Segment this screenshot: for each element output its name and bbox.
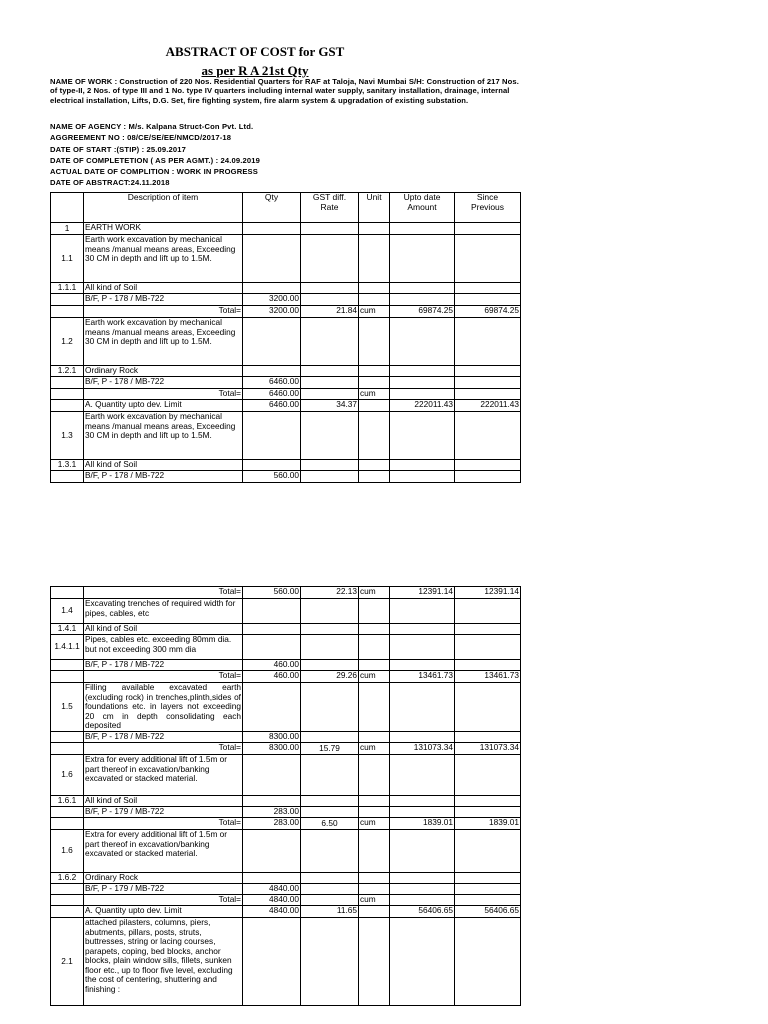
upto-date-amount-cell: 222011.43	[390, 400, 455, 412]
unit-cell: cum	[359, 587, 390, 599]
item-no-cell: 1.3.1	[51, 460, 84, 471]
header-gst-rate	[301, 193, 359, 223]
description-cell: Ordinary Rock	[84, 366, 243, 377]
table-row	[51, 389, 521, 400]
table-row	[51, 683, 521, 732]
gst-rate-cell	[301, 294, 359, 306]
gst-rate-cell	[301, 389, 359, 400]
qty-cell	[243, 755, 301, 796]
table-row	[51, 235, 521, 283]
gst-rate-cell	[301, 235, 359, 283]
description-cell: B/F, P - 178 / MB-722	[84, 471, 243, 483]
unit-cell: cum	[359, 389, 390, 400]
item-no-cell	[51, 294, 84, 306]
description-cell: Total=	[84, 671, 243, 683]
item-no-cell	[51, 732, 84, 743]
unit-cell	[359, 755, 390, 796]
table-row	[51, 306, 521, 318]
since-previous-cell	[455, 460, 521, 471]
unit-cell: cum	[359, 671, 390, 683]
upto-date-amount-cell: 131073.34	[390, 743, 455, 755]
description-cell: All kind of Soil	[84, 283, 243, 294]
unit-cell	[359, 830, 390, 873]
unit-cell: cum	[359, 306, 390, 318]
description-cell: Filling available excavated earth (excluding rock) in trenches,plinth,sides of foundations etc. in layers not exceeding 20 cm in depth consolidating each deposited	[85, 682, 241, 730]
upto-date-amount-cell	[390, 918, 455, 1006]
gst-rate-cell	[301, 732, 359, 743]
upto-date-amount-cell	[390, 873, 455, 884]
since-previous-cell: 222011.43	[455, 400, 521, 412]
item-no-cell	[51, 906, 84, 918]
upto-date-amount-cell	[390, 895, 455, 906]
item-no-cell	[51, 471, 84, 483]
upto-date-amount-cell	[390, 830, 455, 873]
start-date-line: DATE OF START :(STIP) : 25.09.2017	[50, 144, 187, 154]
description-cell: A. Quantity upto dev. Limit	[84, 400, 243, 412]
qty-cell	[243, 830, 301, 873]
upto-date-amount-cell	[390, 412, 455, 460]
table-row	[51, 460, 521, 471]
gst-rate-cell: 22.13	[301, 587, 359, 599]
item-no-cell: 1.6	[51, 755, 84, 796]
item-no-cell	[51, 587, 84, 599]
since-previous-cell	[455, 755, 521, 796]
table-row	[51, 294, 521, 306]
qty-cell: 460.00	[243, 671, 301, 683]
description-cell: Total=	[84, 895, 243, 906]
item-no-cell: 1.2	[51, 318, 84, 366]
unit-cell	[359, 624, 390, 635]
agency-line: NAME OF AGENCY : M/s. Kalpana Struct-Con Pvt. Ltd.	[50, 122, 254, 131]
unit-cell	[359, 294, 390, 306]
upto-date-amount-cell	[390, 884, 455, 895]
description-cell: All kind of Soil	[84, 460, 243, 471]
unit-cell	[359, 283, 390, 294]
qty-cell: 3200.00	[243, 306, 301, 318]
item-no-cell: 1.3	[51, 412, 84, 460]
item-no-cell	[51, 807, 84, 818]
upto-date-amount-cell	[390, 235, 455, 283]
since-previous-cell	[455, 884, 521, 895]
gst-rate-cell	[301, 918, 359, 1006]
table-row	[51, 412, 521, 460]
qty-cell: 560.00	[243, 471, 301, 483]
upto-date-amount-cell	[390, 683, 455, 732]
qty-cell: 283.00	[243, 818, 301, 830]
qty-cell	[243, 235, 301, 283]
qty-cell: 8300.00	[243, 743, 301, 755]
qty-cell	[243, 635, 301, 660]
description-cell: Excavating trenches of required width for pipes, cables, etc	[84, 599, 243, 624]
header-since-previous	[455, 193, 521, 223]
actual-completion-line: ACTUAL DATE OF COMPLITION : WORK IN PROGRESS	[50, 167, 258, 177]
item-no-cell: 1	[51, 223, 84, 235]
item-no-cell: 1.6	[51, 830, 84, 873]
item-no-cell	[51, 743, 84, 755]
header-gst-line2: Rate	[320, 201, 339, 212]
description-cell: B/F, P - 178 / MB-722	[84, 377, 243, 389]
contract-details	[50, 121, 260, 189]
since-previous-cell	[455, 366, 521, 377]
header-since-line1: Since	[476, 192, 499, 202]
qty-cell	[243, 318, 301, 366]
unit-cell	[359, 460, 390, 471]
since-previous-cell	[455, 624, 521, 635]
qty-cell	[243, 223, 301, 235]
gst-rate-cell: 21.84	[301, 306, 359, 318]
description-cell: Ordinary Rock	[84, 873, 243, 884]
header-since-line2: Previous	[470, 201, 505, 212]
unit-cell	[359, 223, 390, 235]
description-cell: B/F, P - 178 / MB-722	[84, 732, 243, 743]
gst-rate-cell	[301, 412, 359, 460]
qty-cell	[243, 796, 301, 807]
gst-rate-cell: 6.50	[301, 818, 359, 830]
description-cell: All kind of Soil	[84, 796, 243, 807]
header-upto-line2: Amount	[407, 201, 437, 212]
qty-cell: 8300.00	[243, 732, 301, 743]
table-row	[51, 400, 521, 412]
gst-rate-cell	[301, 471, 359, 483]
item-no-cell	[51, 895, 84, 906]
gst-rate-cell	[301, 873, 359, 884]
table-row	[51, 671, 521, 683]
since-previous-cell	[455, 796, 521, 807]
since-previous-cell	[455, 377, 521, 389]
table-row	[51, 599, 521, 624]
upto-date-amount-cell	[390, 318, 455, 366]
unit-cell: cum	[359, 895, 390, 906]
since-previous-cell: 12391.14	[455, 587, 521, 599]
item-no-cell: 1.4.1.1	[51, 635, 84, 660]
since-previous-cell	[455, 732, 521, 743]
gst-rate-cell	[301, 460, 359, 471]
item-no-cell: 1.4	[51, 599, 84, 624]
description-cell: B/F, P - 178 / MB-722	[84, 294, 243, 306]
abstract-table-page2	[50, 586, 521, 1006]
gst-rate-cell	[301, 635, 359, 660]
header-gst-line1: GST diff.	[312, 192, 347, 202]
table-row	[51, 377, 521, 389]
description-cell: Extra for every additional lift of 1.5m or part thereof in excavation/banking excavated or stacked material.	[84, 755, 243, 796]
unit-cell	[359, 884, 390, 895]
abstract-table-page1	[50, 192, 521, 483]
item-no-cell	[51, 377, 84, 389]
qty-cell	[243, 412, 301, 460]
gst-rate-cell	[301, 660, 359, 671]
agreement-line: AGGREEMENT NO : 08/CE/SE/EE/NMCD/2017-18	[50, 133, 232, 143]
header-qty: Qty	[243, 193, 301, 223]
qty-cell	[243, 599, 301, 624]
upto-date-amount-cell: 56406.65	[390, 906, 455, 918]
table-row	[51, 818, 521, 830]
since-previous-cell	[455, 412, 521, 460]
upto-date-amount-cell	[390, 223, 455, 235]
unit-cell	[359, 807, 390, 818]
qty-cell	[243, 683, 301, 732]
table-row	[51, 884, 521, 895]
gst-rate-cell	[301, 884, 359, 895]
table-row	[51, 223, 521, 235]
upto-date-amount-cell	[390, 599, 455, 624]
gst-rate-cell	[301, 796, 359, 807]
qty-cell: 4840.00	[243, 906, 301, 918]
since-previous-cell	[455, 895, 521, 906]
item-no-cell	[51, 400, 84, 412]
unit-cell	[359, 796, 390, 807]
header-upto-date	[390, 193, 455, 223]
table-row	[51, 318, 521, 366]
abstract-date-line: DATE OF ABSTRACT:24.11.2018	[50, 178, 170, 188]
table-row	[51, 830, 521, 873]
table-row	[51, 755, 521, 796]
table-row	[51, 366, 521, 377]
since-previous-cell: 1839.01	[455, 818, 521, 830]
gst-rate-cell	[301, 283, 359, 294]
description-cell: attached pilasters, columns, piers, abutments, pillars, posts, struts, buttresses, string or lacing courses, parapets, coping, bed blocks, anchor blocks, plain window sills, fillets, sunken floor etc., up to floor five level, excluding the cost of centering, shuttering and finishing :	[84, 918, 243, 1006]
gst-rate-cell	[301, 366, 359, 377]
upto-date-amount-cell	[390, 624, 455, 635]
table-row	[51, 587, 521, 599]
since-previous-cell	[455, 599, 521, 624]
description-cell: Total=	[84, 818, 243, 830]
since-previous-cell	[455, 830, 521, 873]
description-cell: All kind of Soil	[84, 624, 243, 635]
gst-rate-cell	[301, 318, 359, 366]
gst-rate-cell	[301, 223, 359, 235]
gst-rate-cell	[301, 377, 359, 389]
description-cell: Total=	[84, 306, 243, 318]
gst-rate-cell	[301, 755, 359, 796]
qty-cell	[243, 873, 301, 884]
gst-rate-cell: 34.37	[301, 400, 359, 412]
description-cell: Pipes, cables etc. exceeding 80mm dia. but not exceeding 300 mm dia	[84, 635, 243, 660]
qty-cell: 4840.00	[243, 884, 301, 895]
unit-cell	[359, 918, 390, 1006]
unit-cell	[359, 318, 390, 366]
upto-date-amount-cell: 12391.14	[390, 587, 455, 599]
upto-date-amount-cell	[390, 460, 455, 471]
item-no-cell: 1.2.1	[51, 366, 84, 377]
since-previous-cell	[455, 807, 521, 818]
upto-date-amount-cell	[390, 471, 455, 483]
since-previous-cell	[455, 683, 521, 732]
gst-rate-cell	[301, 599, 359, 624]
table-row	[51, 624, 521, 635]
since-previous-cell	[455, 283, 521, 294]
upto-date-amount-cell	[390, 366, 455, 377]
since-previous-cell	[455, 223, 521, 235]
item-no-cell: 1.4.1	[51, 624, 84, 635]
item-no-cell: 1.1	[51, 235, 84, 283]
upto-date-amount-cell: 69874.25	[390, 306, 455, 318]
qty-cell: 6460.00	[243, 377, 301, 389]
upto-date-amount-cell	[390, 389, 455, 400]
since-previous-cell	[455, 635, 521, 660]
since-previous-cell	[455, 660, 521, 671]
unit-cell	[359, 412, 390, 460]
since-previous-cell	[455, 873, 521, 884]
unit-cell: cum	[359, 818, 390, 830]
table-row	[51, 660, 521, 671]
upto-date-amount-cell	[390, 377, 455, 389]
unit-cell	[359, 235, 390, 283]
unit-cell	[359, 683, 390, 732]
qty-cell: 283.00	[243, 807, 301, 818]
qty-cell: 4840.00	[243, 895, 301, 906]
table-row	[51, 906, 521, 918]
since-previous-cell	[455, 318, 521, 366]
qty-cell	[243, 366, 301, 377]
since-previous-cell	[455, 235, 521, 283]
description-cell: Total=	[84, 743, 243, 755]
unit-cell	[359, 660, 390, 671]
table-row	[51, 732, 521, 743]
unit-cell	[359, 471, 390, 483]
item-no-cell: 1.5	[51, 683, 84, 732]
description-cell: Earth work excavation by mechanical means /manual means areas, Exceeding 30 CM in depth and lift up to 1.5M.	[84, 235, 243, 283]
upto-date-amount-cell: 1839.01	[390, 818, 455, 830]
item-no-cell: 1.1.1	[51, 283, 84, 294]
abstract-title: ABSTRACT OF COST for GST	[165, 44, 345, 59]
unit-cell	[359, 400, 390, 412]
qty-cell	[243, 283, 301, 294]
description-cell: Total=	[84, 587, 243, 599]
item-no-cell	[51, 660, 84, 671]
table-row	[51, 743, 521, 755]
upto-date-amount-cell	[390, 732, 455, 743]
unit-cell: cum	[359, 743, 390, 755]
qty-cell	[243, 460, 301, 471]
gst-rate-cell	[301, 895, 359, 906]
description-cell: B/F, P - 179 / MB-722	[84, 807, 243, 818]
qty-cell: 3200.00	[243, 294, 301, 306]
description-cell: EARTH WORK	[84, 223, 243, 235]
since-previous-cell	[455, 918, 521, 1006]
qty-cell: 6460.00	[243, 389, 301, 400]
item-no-cell: 2.1	[51, 918, 84, 1006]
unit-cell	[359, 906, 390, 918]
qty-cell: 560.00	[243, 587, 301, 599]
description-cell: Extra for every additional lift of 1.5m or part thereof in excavation/banking excavated or stacked material.	[84, 830, 243, 873]
unit-cell	[359, 873, 390, 884]
since-previous-cell	[455, 389, 521, 400]
table-row	[51, 471, 521, 483]
description-cell: Total=	[84, 389, 243, 400]
since-previous-cell: 69874.25	[455, 306, 521, 318]
description-cell: A. Quantity upto dev. Limit	[84, 906, 243, 918]
header-no-cell	[51, 193, 84, 223]
table-row	[51, 873, 521, 884]
since-previous-cell: 131073.34	[455, 743, 521, 755]
header-unit: Unit	[359, 193, 390, 223]
upto-date-amount-cell	[390, 294, 455, 306]
upto-date-amount-cell	[390, 796, 455, 807]
qty-cell	[243, 918, 301, 1006]
upto-date-amount-cell	[390, 635, 455, 660]
unit-cell	[359, 635, 390, 660]
upto-date-amount-cell	[390, 807, 455, 818]
unit-cell	[359, 732, 390, 743]
upto-date-amount-cell	[390, 660, 455, 671]
upto-date-amount-cell	[390, 283, 455, 294]
gst-rate-cell	[301, 830, 359, 873]
unit-cell	[359, 599, 390, 624]
item-no-cell	[51, 884, 84, 895]
since-previous-cell: 13461.73	[455, 671, 521, 683]
upto-date-amount-cell	[390, 755, 455, 796]
table-row	[51, 895, 521, 906]
since-previous-cell	[455, 471, 521, 483]
header-upto-line1: Upto date	[403, 192, 441, 202]
item-no-cell	[51, 818, 84, 830]
table-row	[51, 796, 521, 807]
description-cell: B/F, P - 179 / MB-722	[84, 884, 243, 895]
since-previous-cell	[455, 294, 521, 306]
gst-rate-cell	[301, 624, 359, 635]
item-no-cell	[51, 671, 84, 683]
header-description: Description of item	[84, 193, 243, 223]
gst-rate-cell	[301, 807, 359, 818]
item-no-cell: 1.6.2	[51, 873, 84, 884]
upto-date-amount-cell: 13461.73	[390, 671, 455, 683]
unit-cell	[359, 366, 390, 377]
gst-rate-cell: 29.26	[301, 671, 359, 683]
since-previous-cell: 56406.65	[455, 906, 521, 918]
table-row	[51, 635, 521, 660]
description-cell: Earth work excavation by mechanical means /manual means areas, Exceeding 30 CM in depth and lift up to 1.5M.	[84, 318, 243, 366]
qty-cell: 6460.00	[243, 400, 301, 412]
item-no-cell: 1.6.1	[51, 796, 84, 807]
table-row	[51, 918, 521, 1006]
name-of-work: NAME OF WORK : Construction of 220 Nos. Residential Quarters for RAF at Taloja, Navi Mumbai S/H: Construction of 217 Nos. of type-II, 2 Nos. of type III and 1 No. type IV quarters including internal water supply, sanitary installation, drainage, internal electrical installation, Lifts, D.G. Set, fire fighting system, fire alarm system & upgradation of existing substation.	[50, 77, 519, 105]
table-row	[51, 807, 521, 818]
gst-rate-cell: 11.65	[301, 906, 359, 918]
gst-rate-cell: 15.79	[301, 743, 359, 755]
item-no-cell	[51, 389, 84, 400]
gst-rate-cell	[301, 683, 359, 732]
qty-cell: 460.00	[243, 660, 301, 671]
completion-date-line: DATE OF COMPLETETION ( AS PER AGMT.) : 24.09.2019	[50, 155, 261, 165]
table-header-row	[51, 193, 521, 223]
table-row	[51, 283, 521, 294]
description-cell: Earth work excavation by mechanical means /manual means areas, Exceeding 30 CM in depth and lift up to 1.5M.	[84, 412, 243, 460]
unit-cell	[359, 377, 390, 389]
abstract-subtitle: as per R A 21st Qty	[201, 63, 309, 78]
qty-cell	[243, 624, 301, 635]
item-no-cell	[51, 306, 84, 318]
description-cell: B/F, P - 178 / MB-722	[84, 660, 243, 671]
